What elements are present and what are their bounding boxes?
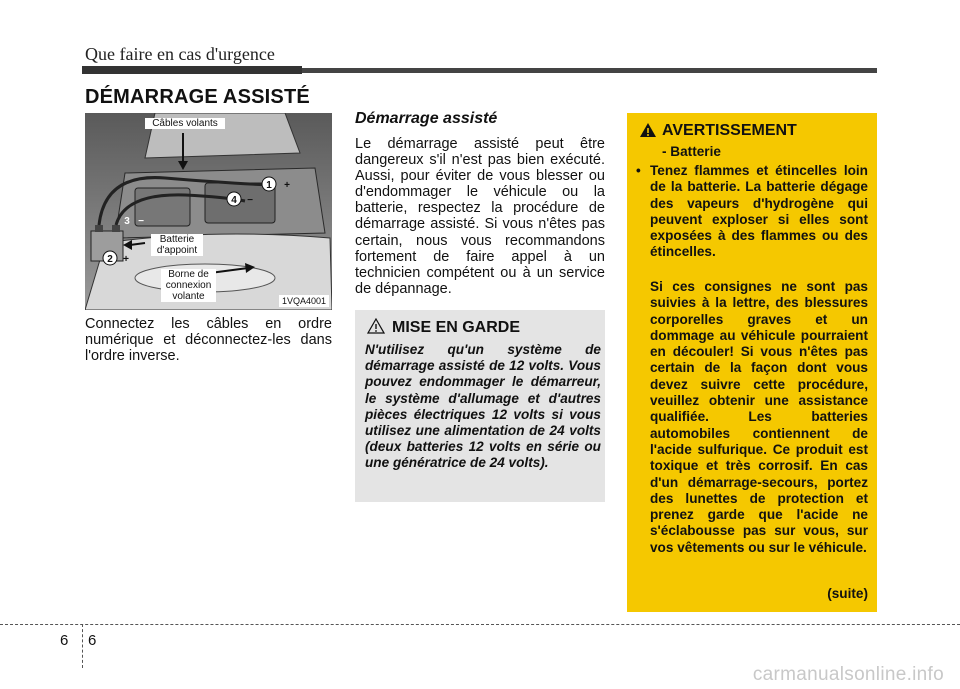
footer-divider	[82, 624, 83, 668]
battery-label: Batterie d'appoint	[151, 234, 203, 256]
warning-triangle-icon	[367, 318, 385, 339]
step-3-label: 3	[124, 216, 130, 227]
instruction-text: Connectez les câbles en ordre numérique et déconnectez-les dans l'ordre inverse.	[85, 316, 332, 364]
page-header-title: Que faire en cas d'urgence	[85, 44, 275, 64]
section-title: DÉMARRAGE ASSISTÉ	[85, 86, 310, 108]
bullet-marker: •	[636, 163, 641, 178]
plus-sign: +	[123, 254, 129, 265]
warning-bullet-item	[636, 163, 868, 261]
caution-title: MISE EN GARDE	[392, 319, 521, 336]
page-number: 6	[88, 632, 97, 649]
caution-box	[355, 310, 605, 502]
figure-code: 1VQA4001	[279, 295, 329, 307]
warning-box	[627, 113, 877, 612]
warning-paragraph: Si ces consignes ne sont pas suivies à la lettre, des blessures corporelles graves et un dommage au véhicule pourraient en découler! Si vous n'êtes pas certain de la façon dont vous devez suivre cette procédure, veuillez obtenir une assistance qualifiée. Les batteries automobiles contiennent de l'acide sulfurique. Ce produit est toxique et très corrosif. En cas d'un démarrage-secours, portez des lunettes de protection et prenez garde que l'acide ne s'éclabousse pas sur vous, sur vos vêtements ou sur le véhicule.	[650, 279, 868, 555]
warning-bullet-text: Tenez flammes et étincelles loin de la batterie. La batterie dégage des vapeurs d'hydrogène qui peuvent exploser si elles sont exposées à des flammes ou des étincelles.	[650, 163, 868, 260]
step-4-label: 4	[231, 195, 237, 206]
subsection-body: Le démarrage assisté peut être dangereux s'il n'est pas bien exécuté. Aussi, pour éviter de vous blesser ou d'endommager le véhicule ou la batterie, respectez la procédure de démarrage assisté. Si vous n'êtes pas certain, nous vous recommandons fortement de faire appel à un technicien compétent ou à un service de dépannage.	[355, 136, 605, 297]
minus-sign: −	[247, 195, 253, 206]
jump-start-illustration	[85, 113, 332, 310]
terminal-label: Borne de connexion volante	[161, 269, 216, 302]
footer-rule	[0, 624, 960, 625]
warning-triangle-icon	[639, 122, 657, 143]
minus-sign: −	[138, 216, 144, 227]
header-rule-accent	[82, 66, 302, 74]
step-1-label: 1	[266, 180, 272, 191]
caution-body: N'utilisez qu'un système de démarrage assisté de 12 volts. Vous pouvez endommager le démarreur, le système d'allumage et d'autres pièces électriques 12 volts si vous utilisez une alimentation de 24 volts (deux batteries 12 volts en série ou une génératrice de 24 volts).	[365, 342, 601, 471]
chapter-number: 6	[60, 632, 69, 649]
cables-label: Câbles volants	[145, 118, 225, 129]
subsection-heading: Démarrage assisté	[355, 110, 498, 127]
plus-sign: +	[284, 180, 290, 191]
step-2-label: 2	[107, 254, 113, 265]
warning-subtitle: - Batterie	[662, 144, 721, 159]
watermark: carmanualsonline.info	[752, 664, 944, 685]
continued-label: (suite)	[827, 586, 868, 601]
warning-title: AVERTISSEMENT	[662, 122, 797, 139]
